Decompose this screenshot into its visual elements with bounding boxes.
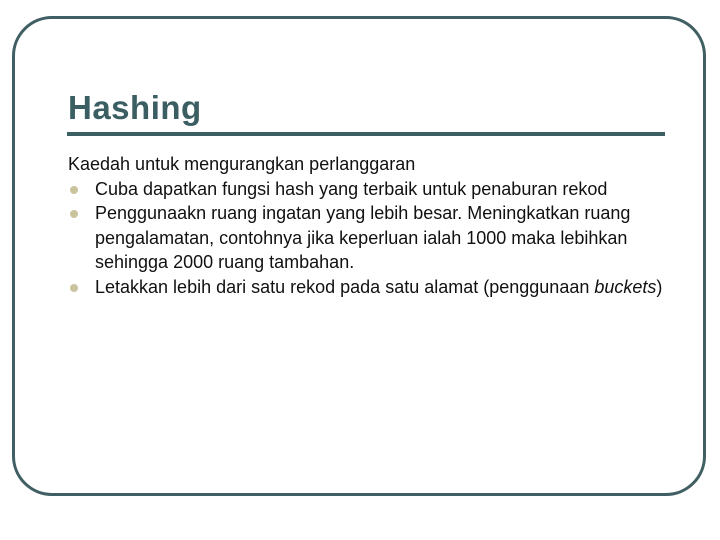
slide-title: Hashing	[68, 89, 202, 126]
bullet-text-end: )	[656, 276, 663, 297]
title-divider	[67, 132, 665, 136]
bullet-dot-icon	[70, 186, 78, 194]
bullet-text-italic: buckets	[594, 276, 657, 297]
bullet-item	[68, 177, 668, 202]
bullet-dot-icon	[70, 210, 78, 218]
bullet-dot-icon	[70, 284, 78, 292]
bullet-item	[68, 201, 668, 275]
bullet-text: Penggunaakn ruang ingatan yang lebih besar. Meningkatkan ruang pengalamatan, contohnya jika keperluan ialah 1000 maka lebihkan sehingga 2000 ruang tambahan.	[95, 203, 631, 272]
bullet-text-start: Letakkan lebih dari satu rekod pada satu alamat (penggunaan	[95, 276, 595, 297]
bullet-text: Cuba dapatkan fungsi hash yang terbaik untuk penaburan rekod	[95, 178, 608, 199]
bullet-item	[68, 275, 668, 300]
bullet-list	[68, 177, 668, 300]
intro-text: Kaedah untuk mengurangkan perlanggaran	[68, 154, 416, 174]
slide-body	[68, 152, 668, 299]
